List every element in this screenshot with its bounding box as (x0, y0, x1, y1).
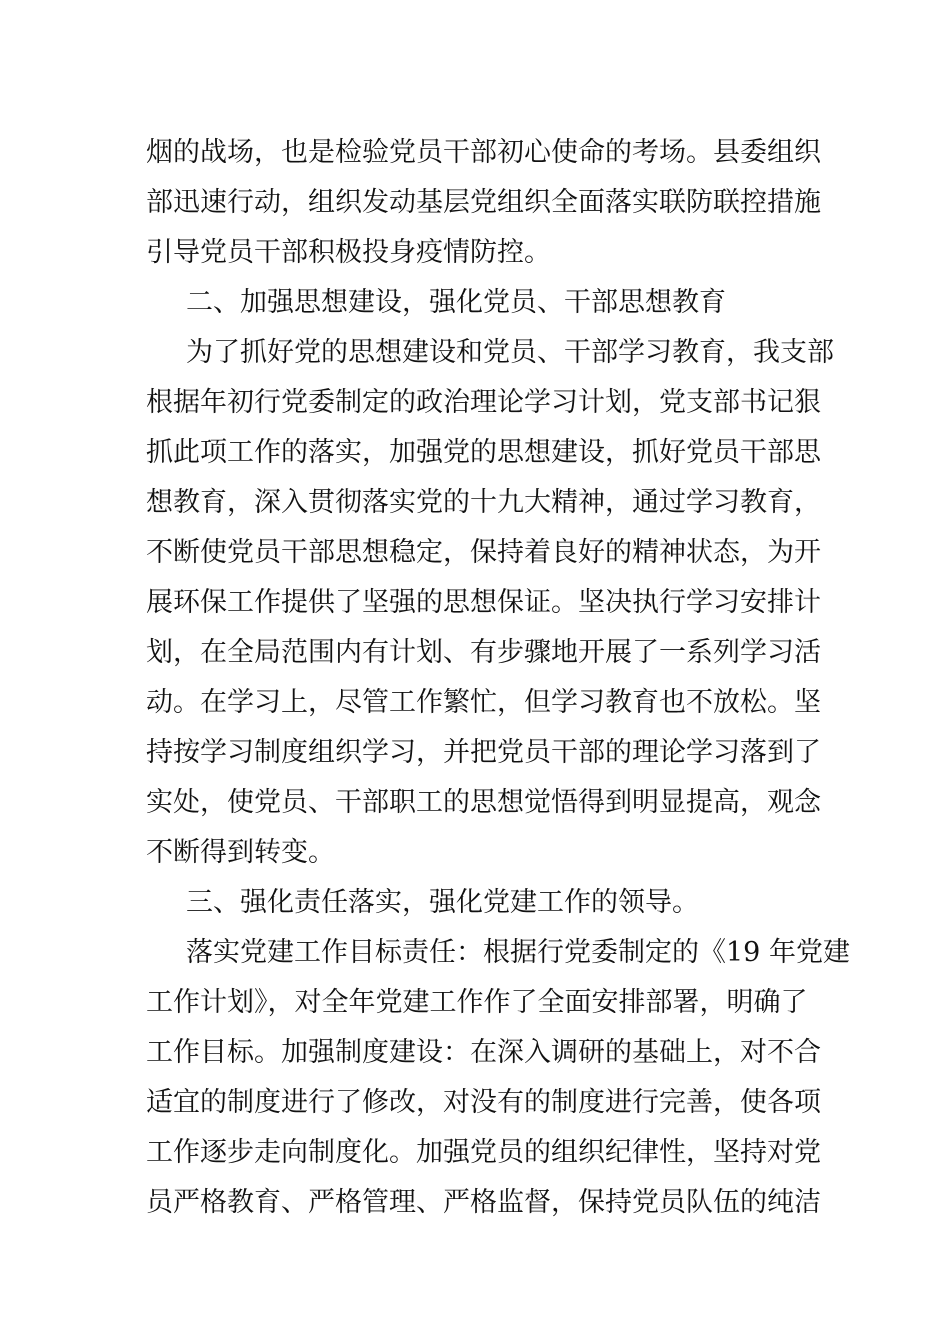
paragraph-line: 部迅速行动，组织发动基层党组织全面落实联防联控措施 (146, 187, 821, 218)
paragraph-line: 抓此项工作的落实，加强党的思想建设，抓好党员干部思 (146, 437, 821, 468)
paragraph-line: 不断得到转变。 (146, 837, 335, 868)
paragraph-line: 不断使党员干部思想稳定，保持着良好的精神状态，为开 (146, 537, 821, 568)
paragraph-line: 烟的战场，也是检验党员干部初心使命的考场。县委组织 (146, 137, 821, 168)
paragraph-line: 落实党建工作目标责任：根据行党委制定的《19 年党建 (186, 937, 850, 968)
paragraph-line: 实处，使党员、干部职工的思想觉悟得到明显提高，观念 (146, 787, 821, 818)
paragraph-line: 引导党员干部积极投身疫情防控。 (146, 237, 551, 268)
paragraph-line: 工作计划》，对全年党建工作作了全面安排部署，明确了 (146, 987, 808, 1018)
paragraph-line: 展环保工作提供了坚强的思想保证。坚决执行学习安排计 (146, 587, 821, 618)
paragraph-line: 工作逐步走向制度化。加强党员的组织纪律性，坚持对党 (146, 1137, 821, 1168)
section-heading: 二、加强思想建设，强化党员、干部思想教育 (186, 287, 726, 318)
paragraph-line: 工作目标。加强制度建设：在深入调研的基础上，对不合 (146, 1037, 821, 1068)
paragraph-line: 根据年初行党委制定的政治理论学习计划，党支部书记狠 (146, 387, 821, 418)
paragraph-line: 为了抓好党的思想建设和党员、干部学习教育，我支部 (186, 337, 834, 368)
paragraph-line: 员严格教育、严格管理、严格监督，保持党员队伍的纯洁 (146, 1187, 821, 1218)
paragraph-line: 想教育，深入贯彻落实党的十九大精神，通过学习教育， (146, 487, 821, 518)
paragraph-line: 适宜的制度进行了修改，对没有的制度进行完善，使各项 (146, 1087, 821, 1118)
section-heading: 三、强化责任落实，强化党建工作的领导。 (186, 887, 699, 918)
paragraph-line: 持按学习制度组织学习，并把党员干部的理论学习落到了 (146, 737, 821, 768)
paragraph-line: 动。在学习上，尽管工作繁忙，但学习教育也不放松。坚 (146, 687, 821, 718)
paragraph-line: 划，在全局范围内有计划、有步骤地开展了一系列学习活 (146, 637, 821, 668)
